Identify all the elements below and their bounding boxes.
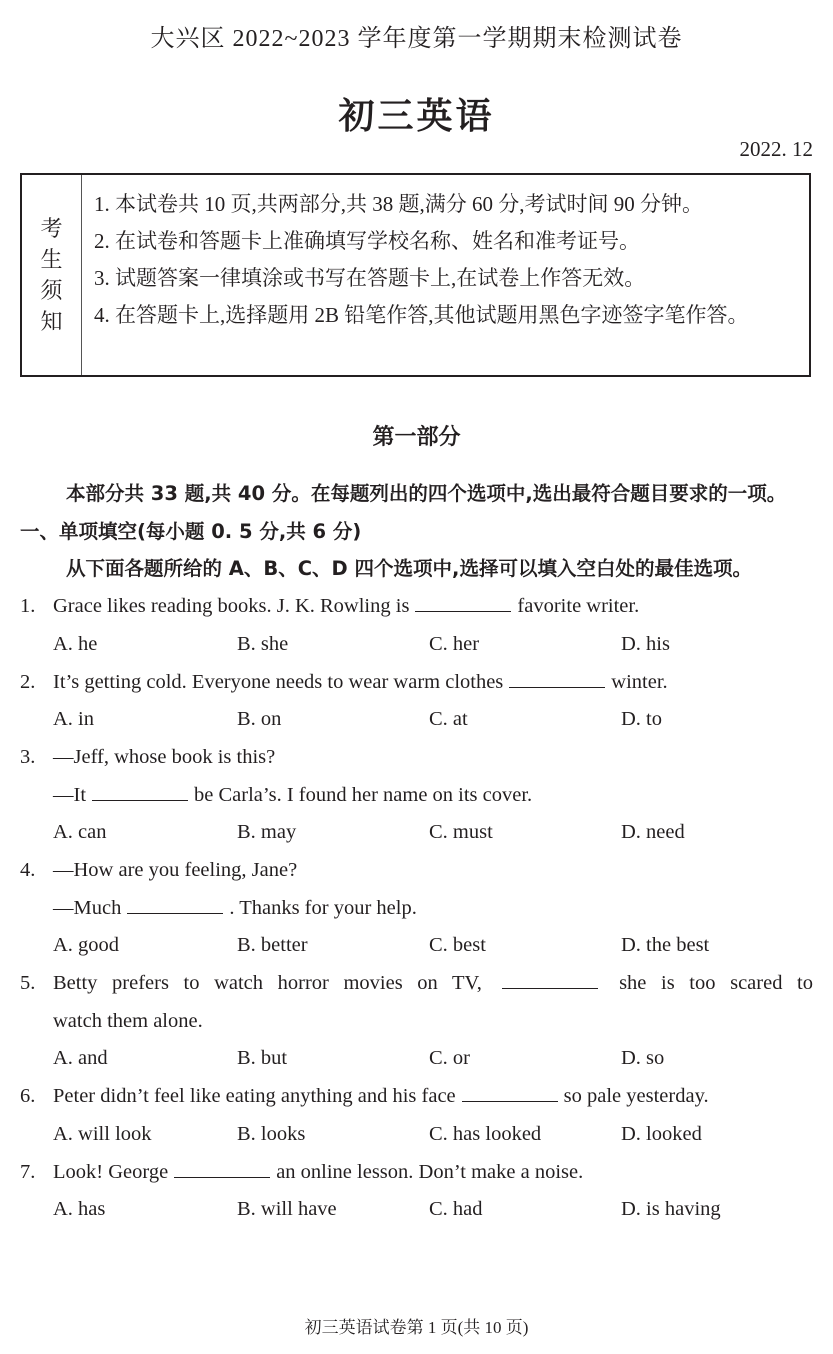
answer-option: A. he (53, 632, 98, 655)
option-row (20, 626, 813, 664)
question (20, 1078, 813, 1153)
answer-option: C. best (429, 934, 486, 957)
question-number: 1. (20, 595, 36, 618)
question-text: she is too scared to (619, 972, 813, 995)
question-text: Grace likes reading books. J. K. Rowling is (53, 595, 410, 618)
question-text: Look! George (53, 1160, 169, 1183)
question-text: —How are you feeling, Jane? (53, 858, 298, 881)
option-row (20, 1040, 813, 1078)
answer-option: C. at (429, 708, 468, 731)
answer-option: B. may (237, 821, 297, 844)
question-line (20, 1003, 813, 1041)
notice-label (22, 175, 82, 375)
notice-list (82, 175, 749, 375)
option-row (20, 927, 813, 965)
question-text: favorite writer. (517, 595, 640, 618)
answer-option: B. will have (237, 1198, 337, 1221)
answer-blank (509, 667, 605, 688)
answer-option: D. his (621, 632, 670, 655)
answer-option: A. good (53, 934, 120, 957)
answer-option: D. is having (621, 1198, 721, 1221)
question (20, 965, 813, 1078)
answer-option: A. in (53, 708, 94, 731)
exam-title: 大兴区 2022~2023 学年度第一学期期末检测试卷 (150, 26, 683, 52)
question-text: Peter didn’t feel like eating anything and his face (53, 1085, 456, 1108)
answer-blank (462, 1081, 558, 1102)
answer-option: A. can (53, 821, 107, 844)
answer-blank (502, 968, 598, 989)
answer-option: B. she (237, 632, 289, 655)
answer-option: B. looks (237, 1122, 306, 1145)
part-intro: 本部分共 33 题,共 40 分。在每题列出的四个选项中,选出最符合题目要求的一项。 (66, 482, 787, 505)
question-number: 3. (20, 745, 36, 768)
option-row (20, 701, 813, 739)
question-text: so pale yesterday. (563, 1085, 709, 1108)
page-footer: 初三英语试卷第 1 页(共 10 页) (304, 1318, 529, 1337)
answer-option: C. has looked (429, 1122, 542, 1145)
question-number: 6. (20, 1085, 36, 1108)
answer-option: C. or (429, 1047, 470, 1070)
answer-option: D. to (621, 708, 662, 731)
question-line (20, 739, 813, 777)
question-line (20, 890, 813, 928)
question-line (20, 777, 813, 815)
question-number: 5. (20, 972, 36, 995)
answer-option: A. will look (53, 1122, 152, 1145)
notice-item: 2. 在试卷和答题卡上准确填写学校名称、姓名和准考证号。 (94, 229, 640, 253)
exam-date: 2022. 12 (739, 137, 813, 161)
question-text: —Much (53, 896, 122, 919)
answer-blank (127, 893, 223, 914)
answer-option: C. had (429, 1198, 483, 1221)
answer-option: D. the best (621, 934, 710, 957)
section-instruction: 从下面各题所给的 A、B、C、D 四个选项中,选择可以填入空白处的最佳选项。 (66, 557, 752, 581)
notice-box (20, 173, 811, 377)
question (20, 852, 813, 965)
answer-option: D. need (621, 821, 685, 844)
answer-option: A. and (53, 1047, 108, 1070)
question-number: 4. (20, 858, 36, 881)
answer-blank (92, 780, 188, 801)
notice-label-char: 考 (40, 216, 63, 241)
question-text: winter. (611, 670, 668, 693)
question (20, 1154, 813, 1229)
notice-label-char: 知 (40, 309, 63, 334)
part-title: 第一部分 (372, 425, 461, 450)
question-text: watch them alone. (53, 1009, 203, 1032)
question-number: 2. (20, 670, 36, 693)
answer-option: A. has (53, 1198, 106, 1221)
answer-option: D. so (621, 1047, 665, 1070)
option-row (20, 1116, 813, 1154)
question-line (20, 965, 813, 1003)
answer-option: D. looked (621, 1122, 702, 1145)
answer-option: B. better (237, 934, 308, 957)
question-text: an online lesson. Don’t make a noise. (276, 1160, 584, 1183)
answer-option: C. her (429, 632, 480, 655)
question (20, 588, 813, 663)
question-line (20, 1078, 813, 1116)
question (20, 664, 813, 739)
subject-title: 初三英语 (338, 96, 495, 137)
question-text: —It (53, 783, 87, 806)
exam-content (20, 475, 813, 1229)
notice-item: 4. 在答题卡上,选择题用 2B 铅笔作答,其他试题用黑色字迹签字笔作答。 (94, 303, 749, 327)
section-title: 一、单项填空(每小题 0. 5 分,共 6 分) (20, 519, 362, 543)
answer-option: C. must (429, 821, 493, 844)
question-text: be Carla’s. I found her name on its cover. (194, 783, 533, 806)
question-text: Betty prefers to watch horror movies on TV, (53, 972, 482, 995)
question-list (20, 588, 813, 1229)
question-line (20, 588, 813, 626)
question-text: —Jeff, whose book is this? (53, 745, 276, 768)
question-line (20, 664, 813, 702)
question-line (20, 1154, 813, 1192)
question-number: 7. (20, 1160, 36, 1183)
answer-blank (415, 591, 511, 612)
answer-option: B. but (237, 1047, 288, 1070)
notice-label-char: 须 (40, 278, 63, 303)
option-row (20, 814, 813, 852)
question (20, 739, 813, 852)
notice-label-char: 生 (40, 247, 63, 272)
question-line (20, 852, 813, 890)
notice-item: 3. 试题答案一律填涂或书写在答题卡上,在试卷上作答无效。 (94, 266, 646, 290)
question-text: It’s getting cold. Everyone needs to wear warm clothes (53, 670, 504, 693)
answer-option: B. on (237, 708, 282, 731)
answer-blank (174, 1157, 270, 1178)
option-row (20, 1191, 813, 1229)
question-text: . Thanks for your help. (229, 896, 417, 919)
notice-item: 1. 本试卷共 10 页,共两部分,共 38 题,满分 60 分,考试时间 90 分钟。 (94, 192, 703, 216)
